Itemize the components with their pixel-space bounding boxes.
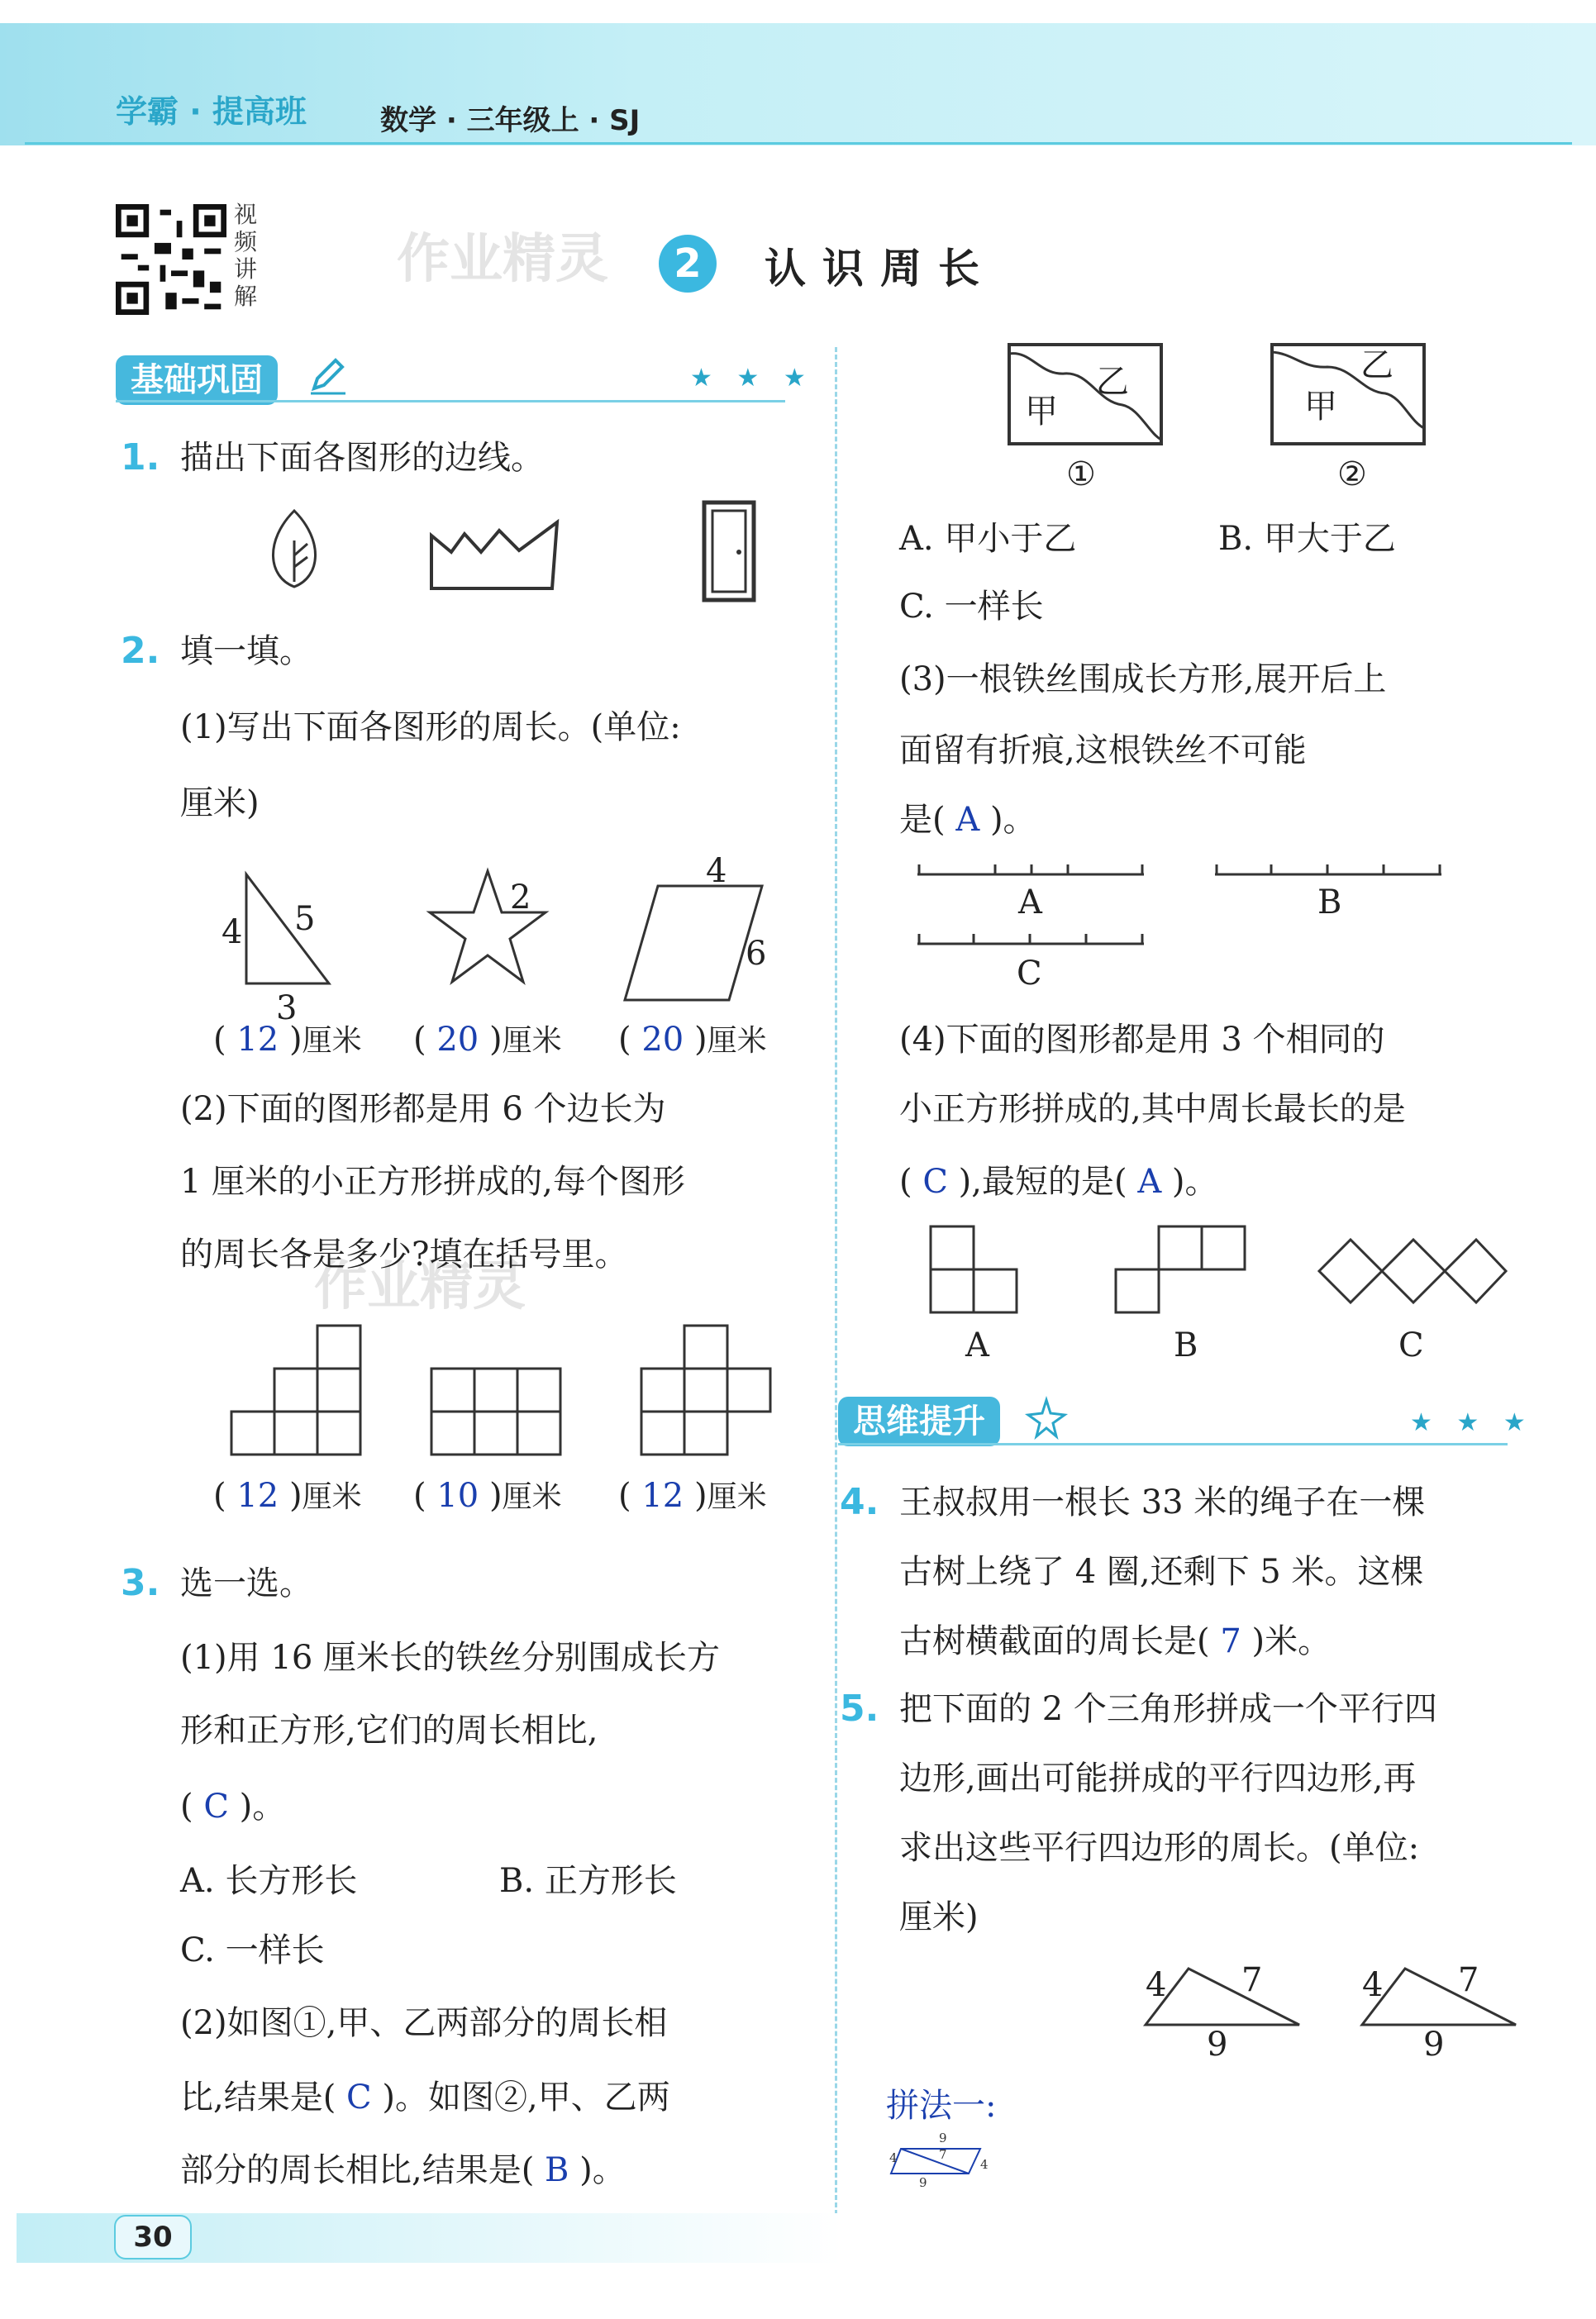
watermark: 作业精灵 <box>397 229 608 290</box>
method-one-label: 拼法一: <box>886 2087 997 2125</box>
answer-blank[interactable]: 20 <box>641 1021 684 1059</box>
q3-part2-text: )。如图②,甲、乙两 <box>382 2079 670 2117</box>
section-title: 认识周长 <box>765 245 996 293</box>
sketch-label: 7 <box>939 2147 947 2162</box>
page-number: 30 <box>114 2215 192 2259</box>
sketch-label: 4 <box>980 2157 989 2172</box>
unit-label: 厘米 <box>302 1024 362 1058</box>
parallelogram-top: 4 <box>706 852 727 890</box>
option-a: A. 甲小于乙 <box>899 520 1077 558</box>
grid-shape-stair <box>230 1324 362 1456</box>
option-c: C. 一样长 <box>180 1931 325 1969</box>
q3-part2-text: 比,结果是( <box>180 2079 336 2117</box>
q3-part3-line2: 面留有折痕,这根铁丝不可能 <box>899 731 1307 769</box>
unit-label: 厘米 <box>502 1480 562 1514</box>
brand-title: 学霸 · 提高班 <box>116 93 307 130</box>
triangle-side-c: 9 <box>1207 2026 1228 2064</box>
shape-label: A <box>965 1326 989 1364</box>
answer-blank[interactable]: 12 <box>236 1021 279 1059</box>
answer-blank[interactable]: 20 <box>436 1021 479 1059</box>
q2-part2-line1: (2)下面的图形都是用 6 个边长为 <box>180 1090 666 1128</box>
triangle-side-b: 7 <box>1241 1961 1263 1999</box>
q1-text: 描出下面各图形的边线。 <box>180 439 544 477</box>
question-number: 4. <box>840 1481 879 1523</box>
grid-shape-rectangle <box>430 1367 562 1458</box>
sketch-label: 9 <box>939 2131 947 2145</box>
leaf-icon[interactable] <box>261 507 327 590</box>
triangle-side-a: 4 <box>1362 1966 1384 2004</box>
star-side: 2 <box>510 879 531 917</box>
q4-text: )米。 <box>1251 1622 1332 1660</box>
q5-line3: 求出这些平行四边形的周长。(单位: <box>899 1829 1420 1867</box>
answer-blank[interactable]: B <box>545 2151 569 2189</box>
q3-part2-text: )。 <box>579 2151 626 2189</box>
wire-label: A <box>1018 883 1042 921</box>
step-shape-b <box>1114 1225 1250 1316</box>
band-basic-label: 基础巩固 <box>116 355 278 405</box>
pencil-icon <box>307 355 349 397</box>
triangle-side-base: 3 <box>276 989 298 1027</box>
answer-blank[interactable]: 7 <box>1220 1622 1241 1660</box>
triangle-side-c: 9 <box>1423 2026 1445 2064</box>
parallelogram-side: 6 <box>746 935 767 973</box>
section-number-badge: 2 <box>659 235 717 293</box>
q3-part4-text: ),最短的是( <box>958 1163 1127 1201</box>
q3-part3-text: )。 <box>989 801 1036 839</box>
option-c: C. 一样长 <box>899 588 1044 626</box>
triangle-side-hyp: 5 <box>294 900 316 938</box>
wire-c <box>916 927 1147 952</box>
q2-part2-line3: 的周长各是多少?填在括号里。 <box>180 1236 628 1274</box>
triangle-side-b: 7 <box>1458 1961 1479 1999</box>
q3-part2-text: 部分的周长相比,结果是( <box>180 2151 535 2189</box>
answer-blank[interactable]: C <box>203 1788 229 1826</box>
q5-line1: 把下面的 2 个三角形拼成一个平行四 <box>899 1690 1437 1728</box>
wire-a <box>916 858 1147 883</box>
wire-label: B <box>1317 883 1342 921</box>
qr-code-icon[interactable] <box>116 204 226 315</box>
option-b: B. 正方形长 <box>499 1862 677 1900</box>
diamond-shape-c <box>1317 1236 1508 1311</box>
q3-part2-line1: (2)如图①,甲、乙两部分的周长相 <box>180 2004 668 2042</box>
q3-part1-line2: 形和正方形,它们的周长相比, <box>180 1712 598 1750</box>
q3-text: 选一选。 <box>180 1564 312 1602</box>
answer-blank[interactable]: A <box>1137 1163 1162 1201</box>
band-basic-rule <box>116 400 785 402</box>
difficulty-stars: ★ ★ ★ <box>1410 1408 1534 1437</box>
header-rule <box>25 142 1572 145</box>
unit-label: 厘米 <box>707 1480 767 1514</box>
triangle-side-left: 4 <box>222 913 243 951</box>
figure-1-label: ① <box>1066 455 1096 493</box>
difficulty-stars: ★ ★ ★ <box>690 364 814 393</box>
column-divider <box>835 347 837 2215</box>
l-shape-a <box>929 1225 1020 1316</box>
q4-line2: 古树上绕了 4 圈,还剩下 5 米。这棵 <box>899 1553 1424 1591</box>
triangle-1 <box>1144 1967 1303 2033</box>
q3-part4-text: )。 <box>1171 1163 1218 1201</box>
wire-label: C <box>1017 955 1042 993</box>
label-jia: 甲 <box>1025 393 1058 431</box>
figure-2-rectangle <box>1270 342 1427 450</box>
answer-blank[interactable]: C <box>346 2079 372 2117</box>
question-number: 1. <box>121 436 160 479</box>
shape-label: B <box>1174 1326 1198 1364</box>
q5-line2: 边形,画出可能拼成的平行四边形,再 <box>899 1759 1417 1798</box>
q3-part1-line1: (1)用 16 厘米长的铁丝分别围成长方 <box>180 1639 720 1677</box>
q5-line4: 厘米) <box>899 1898 979 1936</box>
option-a: A. 长方形长 <box>180 1862 358 1900</box>
triangle-2 <box>1360 1967 1519 2033</box>
unit-label: 厘米 <box>302 1480 362 1514</box>
question-number: 3. <box>121 1562 160 1604</box>
q3-part3-text: 是( <box>899 801 946 839</box>
question-number: 2. <box>121 630 160 672</box>
sketch-label: 9 <box>919 2175 927 2190</box>
wire-b <box>1213 858 1445 883</box>
answer-blank[interactable]: A <box>955 801 980 839</box>
band-advanced-rule <box>838 1443 1508 1445</box>
watermark: 作业精灵 <box>314 1256 526 1317</box>
grid-shape-cross <box>640 1324 772 1456</box>
q2-part1-line2: 厘米) <box>180 784 260 822</box>
q2-text: 填一填。 <box>180 632 312 670</box>
q2-part2-line2: 1 厘米的小正方形拼成的,每个图形 <box>180 1163 685 1201</box>
subject-title: 数学 · 三年级上 · SJ <box>380 104 641 137</box>
q3-part4-line1: (4)下面的图形都是用 3 个相同的 <box>899 1021 1385 1059</box>
answer-blank[interactable]: 12 <box>236 1477 279 1515</box>
shape-label: C <box>1398 1326 1424 1364</box>
q4-text: 古树横截面的周长是( <box>899 1622 1210 1660</box>
sketch-label: 4 <box>889 2150 898 2165</box>
label-yi: 乙 <box>1360 346 1394 384</box>
door-icon[interactable] <box>701 499 757 603</box>
q3-part3-line1: (3)一根铁丝围成长方形,展开后上 <box>899 660 1387 698</box>
q2-part1-line1: (1)写出下面各图形的周长。(单位: <box>180 708 681 746</box>
unit-label: 厘米 <box>707 1024 767 1058</box>
answer-blank[interactable]: 10 <box>436 1477 479 1515</box>
q3-part4-text: ( <box>899 1163 912 1201</box>
question-number: 5. <box>840 1688 879 1730</box>
sparkle-icon <box>1023 1395 1073 1445</box>
band-advanced-label: 思维提升 <box>838 1397 1000 1446</box>
q3-part4-line2: 小正方形拼成的,其中周长最长的是 <box>899 1090 1406 1128</box>
answer-blank[interactable]: 12 <box>641 1477 684 1515</box>
q4-line1: 王叔叔用一根长 33 米的绳子在一棵 <box>899 1483 1426 1521</box>
answer-blank[interactable]: C <box>922 1163 948 1201</box>
qr-caption: 视频讲解 <box>234 201 258 310</box>
figure-2-label: ② <box>1337 455 1367 493</box>
option-b: B. 甲大于乙 <box>1218 520 1396 558</box>
star-figure <box>428 868 552 992</box>
triangle-side-a: 4 <box>1146 1966 1167 2004</box>
unit-label: 厘米 <box>502 1024 562 1058</box>
label-jia: 甲 <box>1304 388 1337 426</box>
crown-shape[interactable] <box>428 519 560 593</box>
label-yi: 乙 <box>1096 363 1129 401</box>
